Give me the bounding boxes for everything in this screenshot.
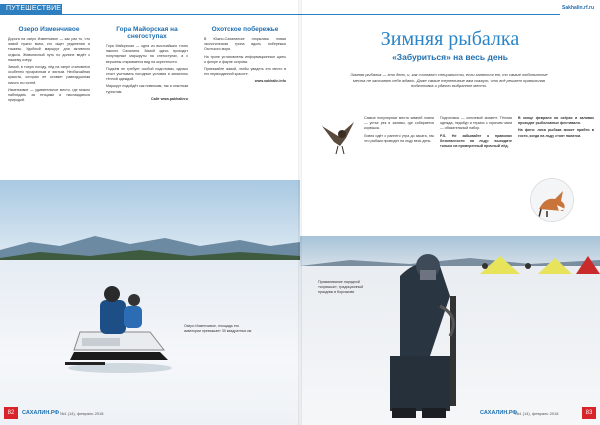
page-number: 83	[582, 407, 596, 419]
fisherman-scene	[300, 236, 600, 425]
signature: Сайт www.pakhalinru	[150, 96, 188, 101]
article-lead: Зимняя рыбалка — это дело, и, как считают специалисты, если заняться ею, то самые любопытные места не заставят себя ждать. Даже самые терпеливые вам скажут, что всё решает правильная подготовка и удачно выбранное место.	[350, 72, 548, 89]
article-column-1	[8, 26, 90, 105]
paragraph: Самые популярные места зимней ловли — устье рек и заливы, где собирается корюшка.	[364, 116, 434, 131]
snowmobile-photo	[0, 180, 300, 425]
rubric-label: ПУТЕШЕСТВИЕ	[6, 5, 62, 12]
paragraph: Изменчивое — удивительное место, где можно наблюдать за птицами и наслаждаться природой.	[8, 87, 90, 103]
article-column-3	[204, 26, 286, 87]
issue-info: №1 (14), февраль 2018	[60, 411, 104, 416]
article-column-2	[106, 26, 188, 104]
paragraph: Ловля идёт с раннего утра до заката, так что рыбаки проводят на льду весь день.	[364, 133, 434, 143]
paragraph: Гора Майорская — одна из высочайших точек южного Сахалина. Зимой здесь проходят популярные маршруты на снегоступах, а с вершины открывается вид на окрестности.	[106, 44, 188, 64]
magazine-brand: САХАЛИН.РФ	[22, 410, 60, 416]
paragraph: Подготовка — ключевой момент. Тёплая одежда, ледобур и термос с горячим чаем — обязательный набор.	[440, 116, 512, 131]
paragraph: Р.S. Не забывайте о правилах безопасности на льду: выходите только на проверенный прочный лёд.	[440, 133, 512, 149]
ice-fishing-photo	[300, 236, 600, 425]
fox-icon	[531, 179, 574, 222]
article-headline: Зимняя рыбалка	[380, 28, 520, 50]
page-number: 82	[4, 407, 18, 419]
rubric-right	[300, 0, 600, 15]
paragraph: В конце февраля на озёрах и заливах проходят рыболовные фестивали.	[518, 116, 594, 126]
article-column-r1	[364, 116, 434, 146]
paragraph: На фото: лиса рыбака может прийти в гости, когда на льду стоят палатки.	[518, 128, 594, 138]
article-subhead: «Забуриться» на весь день	[392, 52, 508, 62]
rubric-left	[0, 0, 300, 15]
paragraph: В Южно-Сахалинске открылась новая экологическая тропа вдоль побережья Охотского моря.	[204, 37, 286, 52]
photo-caption: Озеро Изменчивое, площадь его акватории превышает 30 квадратных км	[184, 324, 252, 333]
paragraph: Дорога на озеро Изменчивое — как раз то, что зимой нужно всем, кто ищет уединения и тишины. Удобный маршрут для активного отдыха. Живописный путь по долине ведёт к нашему озеру.	[8, 37, 90, 62]
column-heading: Охотское побережье	[211, 26, 279, 33]
article-column-r2	[440, 116, 512, 151]
article-column-r3	[518, 116, 594, 141]
issue-info: №1 (14), февраль 2018	[515, 411, 559, 416]
snowmobile-icon	[60, 280, 180, 380]
paragraph: Приезжайте зимой, чтобы увидеть это место в его первозданной красоте.	[204, 67, 286, 77]
paragraph: На тропе установлены информационные щиты о флоре и фауне острова.	[204, 54, 286, 64]
fox-photo	[530, 178, 574, 222]
paragraph: Подъём не требует особой подготовки, однако стоит учитывать погодные условия и запастись тёплой одеждой.	[106, 66, 188, 82]
gutter	[298, 0, 302, 425]
folio-right	[300, 403, 600, 425]
paragraph: Зимой, в тихую погоду, лёд на озере становится особенно прозрачным и чистым. Необычайная красота, которая не оставит равнодушным никого из гостей.	[8, 65, 90, 85]
column-heading: Озеро Изменчивое	[18, 26, 80, 33]
magazine-brand: САХАЛИН.РФ	[480, 410, 518, 416]
folio-left	[0, 403, 300, 425]
photo-caption: Приманивание нарядной «корюшки», традиционный праздник в Корсакове	[318, 280, 364, 294]
bird-icon	[318, 116, 360, 156]
paragraph: Маршрут подойдёт как новичкам, так и опытным туристам.	[106, 84, 188, 94]
signature: www.sakhalin.info	[254, 79, 286, 84]
rubric-label: Sakhalin.rf.ru	[562, 5, 594, 11]
column-heading: Гора Майорская на снегоступах	[116, 26, 178, 40]
